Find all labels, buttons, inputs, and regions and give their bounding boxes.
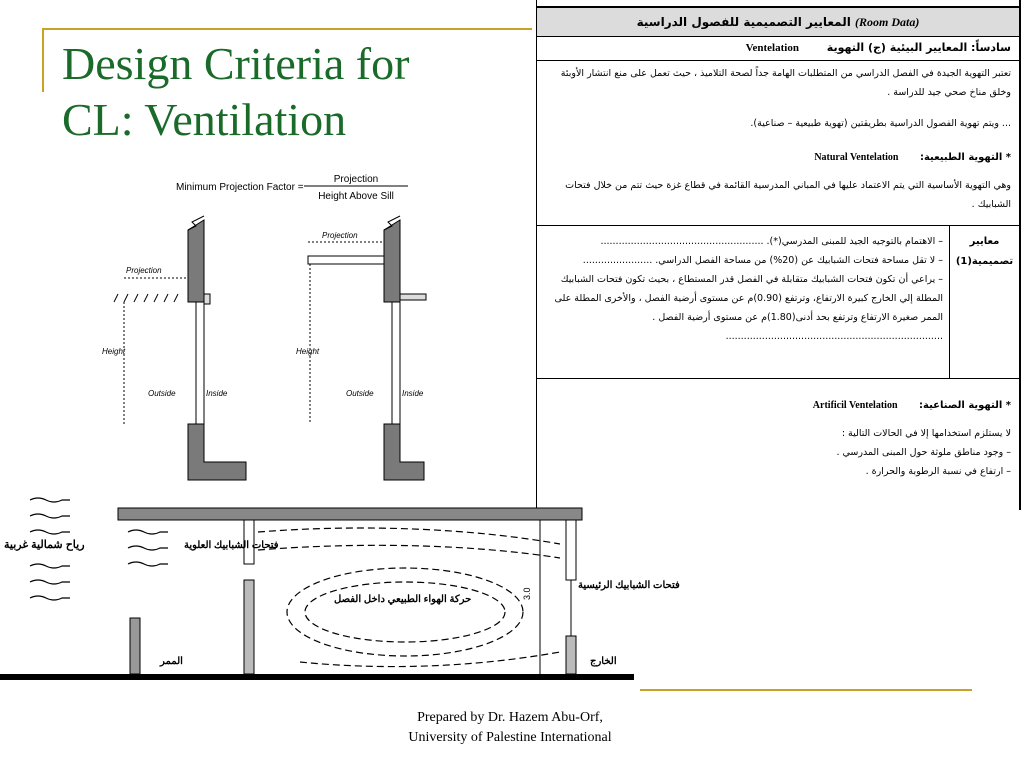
wind-label: رياح شمالية غربية [4, 539, 85, 551]
ventilation-paragraph-1: تعتبر التهوية الجيدة في الفصل الدراسي من المتطلبات الهامة جداً لصحة التلاميذ ، حيث تعمل على منع انتشار الأوبئة وخلق مناخ صحي جيد للدراسة . [560, 68, 1011, 98]
outside-label: الخارج [590, 656, 617, 667]
corridor-label: الممر [160, 656, 183, 667]
left-inside-label: Inside [206, 389, 228, 398]
criteria-label: معايير تصميمية(1) [949, 226, 1019, 378]
document-header-arabic: المعايير التصميمية للفصول الدراسية [636, 15, 851, 29]
height-dimension: 3.0 [522, 587, 532, 600]
artificial-heading-english: Artificil Ventelation [812, 400, 898, 411]
right-height-label: Height [296, 347, 320, 356]
air-motion-label: حركة الهواء الطبيعي داخل الفصل [334, 594, 472, 605]
artificial-line: لا يستلزم استخدامها إلا في الحالات التالية : [841, 428, 1011, 439]
left-wall-figure [102, 216, 246, 480]
footer-line-2: University of Palestine International [408, 730, 612, 745]
subheader-english: Ventelation [745, 42, 799, 54]
footer-line-1: Prepared by Dr. Hazem Abu-Orf, [417, 710, 603, 725]
right-outside-label: Outside [346, 389, 374, 398]
document-subheader [537, 36, 1019, 61]
accent-vertical-line [42, 28, 44, 92]
artificial-ventilation-heading [537, 396, 1019, 416]
right-inside-label: Inside [402, 389, 424, 398]
main-windows-label: فتحات الشبابيك الرئيسية [578, 580, 680, 591]
document-header [537, 6, 1019, 37]
formula-label: Minimum Projection Factor = [176, 182, 304, 193]
projection-factor-diagram [96, 168, 426, 488]
artificial-line: – وجود مناطق ملوثة حول المبنى المدرسي . [836, 447, 1011, 458]
left-outside-label: Outside [148, 389, 176, 398]
criteria-item: – يراعي أن تكون فتحات الشبابيك متقابلة في الفصل قدر المستطاع ، بحيث تكون فتحات الشبابيك المطلة إلي الخارج كبيرة الارتفاع، وترتفع (0.90)م عن مستوى أرضية الفصل ، والأخرى المطلة على الممر صغيرة الارتفاع وترتفع بحد أدنى(1.80)م عن مستوى أرضية الفصل . ........................................................................ [554, 274, 943, 342]
slide-title: Design Criteria for CL: Ventilation [62, 38, 410, 146]
slide-footer [330, 708, 690, 748]
accent-top-line [42, 28, 532, 30]
natural-ventilation-paragraph: وهي التهوية الأساسية التي يتم الاعتماد عليها في المباني المدرسية القائمة في قطاع غزة حيث تتم من خلال فتحات الشبابيك . [565, 180, 1011, 210]
ventilation-paragraph-2: ... ويتم تهوية الفصول الدراسية بطريقتين (تهوية طبيعية – صناعية). [750, 118, 1011, 129]
criteria-list [537, 232, 949, 346]
criteria-item: – لا تقل مساحة فتحات الشبابيك عن (20%) من مساحة الفصل الدراسي. ....................... [582, 255, 943, 266]
subheader-arabic: سادساً: المعايير البيئية (ج) التهوية [826, 41, 1011, 54]
classroom-section-diagram [0, 488, 680, 698]
room-data-document [536, 0, 1021, 510]
artificial-ventilation-list [537, 424, 1019, 481]
formula-denominator: Height Above Sill [318, 191, 394, 202]
right-projection-label: Projection [322, 231, 358, 240]
formula-numerator: Projection [333, 174, 379, 185]
upper-windows-label: فتحات الشبابيك العلوية [184, 540, 279, 551]
natural-heading-english: Natural Ventelation [814, 152, 899, 163]
left-projection-label: Projection [126, 266, 162, 275]
natural-heading-arabic: * التهوية الطبيعية: [919, 152, 1011, 163]
right-wall-figure [296, 216, 426, 480]
natural-ventilation-heading [537, 148, 1019, 168]
criteria-item: – الاهتمام بالتوجيه الجيد للمبنى المدرسي(*). ...................................................... [600, 236, 943, 247]
document-header-english: (Room Data) [855, 15, 920, 29]
artificial-line: – ارتفاع في نسبة الرطوبة والحرارة . [865, 466, 1011, 477]
accent-bottom-line [640, 689, 972, 691]
artificial-heading-arabic: * التهوية الصناعية: [919, 400, 1011, 411]
design-criteria-box [537, 225, 1019, 379]
left-height-label: Height [102, 347, 126, 356]
